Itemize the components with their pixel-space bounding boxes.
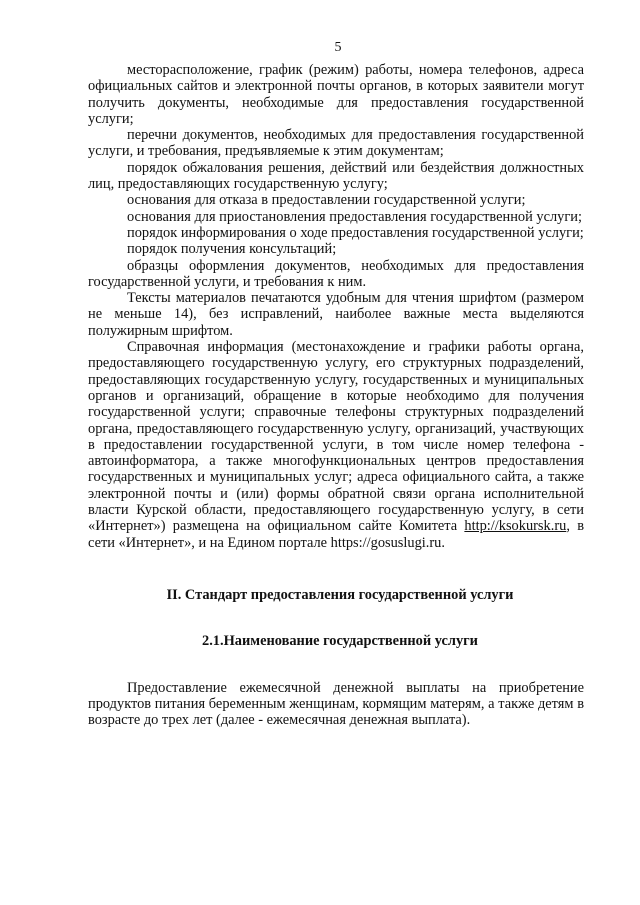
reference-info-link-suffix: , — [566, 518, 570, 535]
paragraph-location-schedule: месторасположение, график (режим) работы, номера телефонов, адреса официальных сайтов и электронной почты органов, в которых заявители могут получить документы, необходимые для предоставления государственной услуги; — [88, 62, 584, 127]
committee-site-link[interactable]: http://ksokursk.ru — [464, 518, 567, 535]
paragraph-font-requirements: Тексты материалов печатаются удобным для чтения шрифтом (размером не меньше 14), без исправлений, наиболее важные места выделяются полужирным шрифтом. — [88, 290, 584, 339]
paragraph-service-name: Предоставление ежемесячной денежной выплаты на приобретение продуктов питания беременным женщинам, кормящим матерям, а также детям в возрасте до трех лет (далее - ежемесячная денежная выплата). — [88, 679, 584, 729]
paragraph-consultations: порядок получения консультаций; — [127, 241, 337, 258]
section-heading: II. Стандарт предоставления государственной услуги — [166, 586, 514, 603]
document-page — [88, 40, 584, 728]
document-body — [88, 62, 584, 551]
paragraph-document-samples: образцы оформления документов, необходимых для предоставления государственной услуги, и требования к ним. — [88, 257, 584, 290]
paragraph-refusal-grounds: основания для отказа в предоставлении государственной услуги; — [127, 192, 526, 209]
reference-info-text: Справочная информация (местонахождение и графики работы органа, предоставляющего государственную услугу, его структурных подразделений, предоставляющих государственную услугу, государственных и муниципальных органов и организаций, обращение в которые необходимо для получения государственной услуги; справочные телефоны структурных подразделений органа, предоставляющего государственную услугу, организаций, участвующих в предоставлении государственной услуги, в том числе номер телефона - автоинформатора, а также многофункциональных центров предоставления государственных и муниципальных услуг; адреса официального сайта, а также электронной почты и (или) формы обратной связи органа исполнительной власти Курской области, предоставляющего государственную услугу, в сети «Интернет») размещена на официальном сайте Комитета — [88, 339, 584, 535]
paragraph-progress-info: порядок информирования о ходе предоставления государственной услуги; — [127, 224, 584, 241]
page-number: 5 — [334, 40, 342, 55]
paragraph-appeal-procedure: порядок обжалования решения, действий или бездействия должностных лиц, предоставляющих государственную услугу; — [88, 159, 584, 193]
paragraph-reference-info — [88, 339, 584, 551]
paragraph-suspension-grounds: основания для приостановления предоставления государственной услуги; — [127, 208, 582, 225]
reference-info-text-after: в сети «Интернет», и на Едином портале https://gosuslugi.ru. — [88, 518, 584, 551]
paragraph-document-list: перечни документов, необходимых для предоставления государственной услуги, и требования, предъявляемые к этим документам; — [88, 127, 584, 160]
subsection-heading: 2.1.Наименование государственной услуги — [202, 633, 478, 650]
